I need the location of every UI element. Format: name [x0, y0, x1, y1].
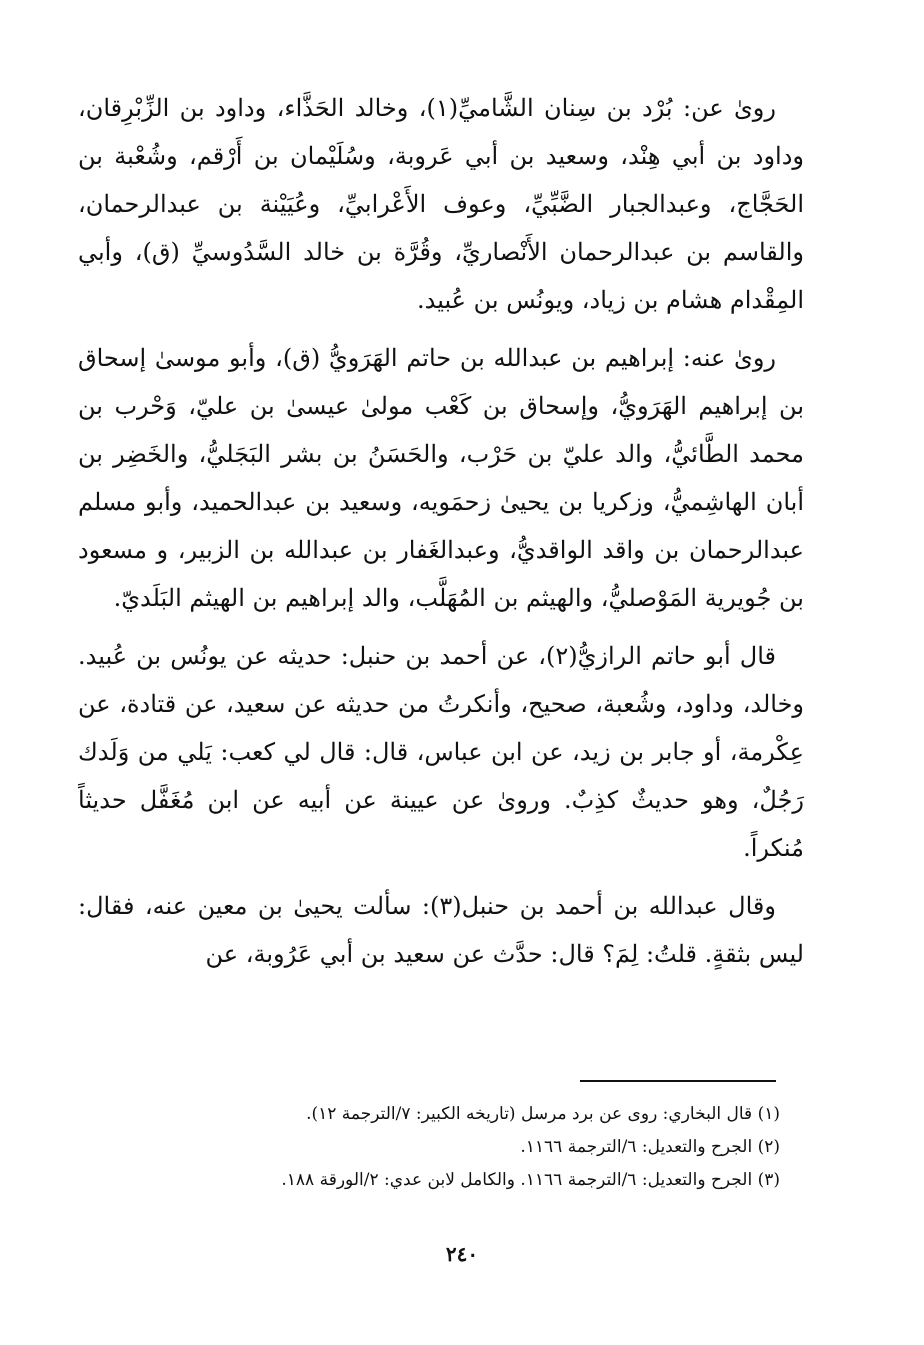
paragraph-abu-hatim: قال أبو حاتم الرازيُّ(٢)، عن أحمد بن حنبل: حديثه عن يونُس بن عُبيد. وخالد، وداود، وشُعبة، صحيح، وأنكرتُ من حديثه عن سعيد، عن قتادة، عن عِكْرمة، أو جابر بن زيد، عن ابن عباس، قال: قال لي كعب: يَلي من وَلَدك رَجُلٌ، وهو حديثٌ كذِبٌ. ورویٰ عن عيينة عن أبيه عن ابن مُغَفَّل حديثاً مُنكراً.: [78, 642, 804, 862]
main-text: [78, 84, 804, 988]
footnote-1: (١) قال البخاري: روی عن برد مرسل (تاريخه الكبير: ٧/الترجمة ١٢).: [306, 1104, 780, 1124]
page-number: ٢٤٠: [445, 1242, 479, 1266]
paragraph-abdullah-ibn-ahmad: وقال عبدالله بن أحمد بن حنبل(٣): سألت يحيیٰ بن معين عنه، فقال: ليس بثقةٍ. قلتُ: لِمَ؟ قال: حدَّث عن سعيد بن أبي عَرُوبة، عن: [78, 892, 804, 968]
paragraph-narrated-from: رویٰ عن: بُرْد بن سِنان الشَّاميِّ(١)، وخالد الحَذَّاء، وداود بن الزِّبْرِقان، وداود بن أبي هِنْد، وسعيد بن أبي عَروبة، وسُلَيْمان بن أَرْقم، وشُعْبة بن الحَجَّاج، وعبدالجبار الضَّبِّيِّ، وعوف الأَعْرابيِّ، وعُيَيْنة بن عبدالرحمان، والقاسم بن عبدالرحمان الأَنْصاريِّ، وقُرَّة بن خالد السَّدُوسيِّ (ق)، وأبي المِقْدام هشام بن زياد، ويونُس بن عُبيد.: [78, 94, 804, 314]
footnote-divider: [580, 1080, 776, 1082]
footnotes: [120, 1098, 780, 1197]
paragraph-narrated-by: رویٰ عنه: إبراهيم بن عبدالله بن حاتم الهَرَويُّ (ق)، وأبو موسیٰ إسحاق بن إبراهيم الهَرَويُّ، وإسحاق بن كَعْب مولیٰ عيسیٰ بن عليّ، وَحْرب بن محمد الطَّائيُّ، والد عليّ بن حَرْب، والحَسَنُ بن بشر البَجَليُّ، والخَضِر بن أبان الهاشِميُّ، وزكريا بن يحيیٰ زحمَويه، وسعيد بن عبدالحميد، وأبو مسلم عبدالرحمان بن واقد الواقديُّ، وعبدالغَفار بن عبدالله بن الزبير، و مسعود بن جُويرية المَوْصليُّ، والهيثم بن المُهَلَّب، والد إبراهيم بن الهيثم البَلَديّ.: [78, 344, 805, 612]
footnote-3: (٣) الجرح والتعديل: ٦/الترجمة ١١٦٦. والكامل لابن عدي: ٢/الورقة ١٨٨.: [281, 1170, 780, 1190]
footnote-2: (٢) الجرح والتعديل: ٦/الترجمة ١١٦٦.: [520, 1137, 780, 1157]
